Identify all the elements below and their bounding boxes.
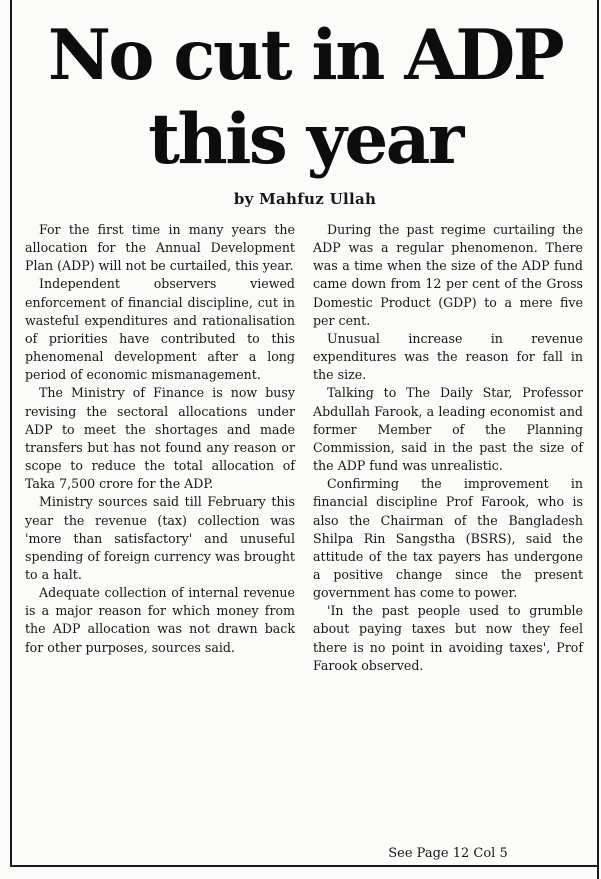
bottom-border-rule xyxy=(10,865,599,867)
paragraph: 'In the past people used to grumble about paying taxes but now they feel there is no point in avoiding taxes', Prof Farook observed. xyxy=(313,603,583,673)
paragraph: For the first time in many years the allocation for the Annual Development Plan (ADP) will not be curtailed, this year. xyxy=(25,222,295,274)
article-column-right xyxy=(313,221,583,675)
paragraph: Confirming the improvement in financial discipline Prof Farook, who is also the Chairman of the Bangladesh Shilpa Rin Sangstha (BSRS), said the attitude of the tax payers has undergone a positive change since the present government has come to power. xyxy=(313,476,583,601)
paragraph: During the past regime curtailing the ADP was a regular phenomenon. There was a time when the size of the ADP fund came down from 12 per cent of the Gross Domestic Product (GDP) to a mere five per cent. xyxy=(313,222,583,328)
paragraph: Adequate collection of internal revenue is a major reason for which money from the ADP allocation was not drawn back for other purposes, sources said. xyxy=(25,585,295,655)
headline xyxy=(14,14,596,182)
paragraph: The Ministry of Finance is now busy revising the sectoral allocations under ADP to meet the shortages and made transfers but has not found any reason or scope to reduce the total allocation of Taka 7,500 crore for the ADP. xyxy=(25,385,295,492)
headline-line-2: this year xyxy=(148,99,462,180)
article-column-left xyxy=(25,221,295,657)
paragraph: Unusual increase in revenue expenditures was the reason for fall in the size. xyxy=(313,330,583,383)
headline-line-1: No cut in ADP xyxy=(47,15,563,96)
paragraph: Talking to The Daily Star, Professor Abdullah Farook, a leading economist and former Member of the Planning Commission, said in the past the size of the ADP fund was unrealistic. xyxy=(313,385,583,474)
paragraph: Independent observers viewed enforcement of financial discipline, cut in wasteful expenditures and rationalisation of priorities have contributed to this phenomenal development after a long period of economic mismanagement. xyxy=(25,276,295,383)
paragraph: Ministry sources said till February this year the revenue (tax) collection was 'more than satisfactory' and unuseful spending of foreign currency was brought to a halt. xyxy=(25,494,295,582)
right-border-rule xyxy=(597,0,599,879)
continuation-note: See Page 12 Col 5 xyxy=(388,846,508,861)
byline: by Mahfuz Ullah xyxy=(233,190,377,208)
left-border-rule xyxy=(10,0,12,866)
